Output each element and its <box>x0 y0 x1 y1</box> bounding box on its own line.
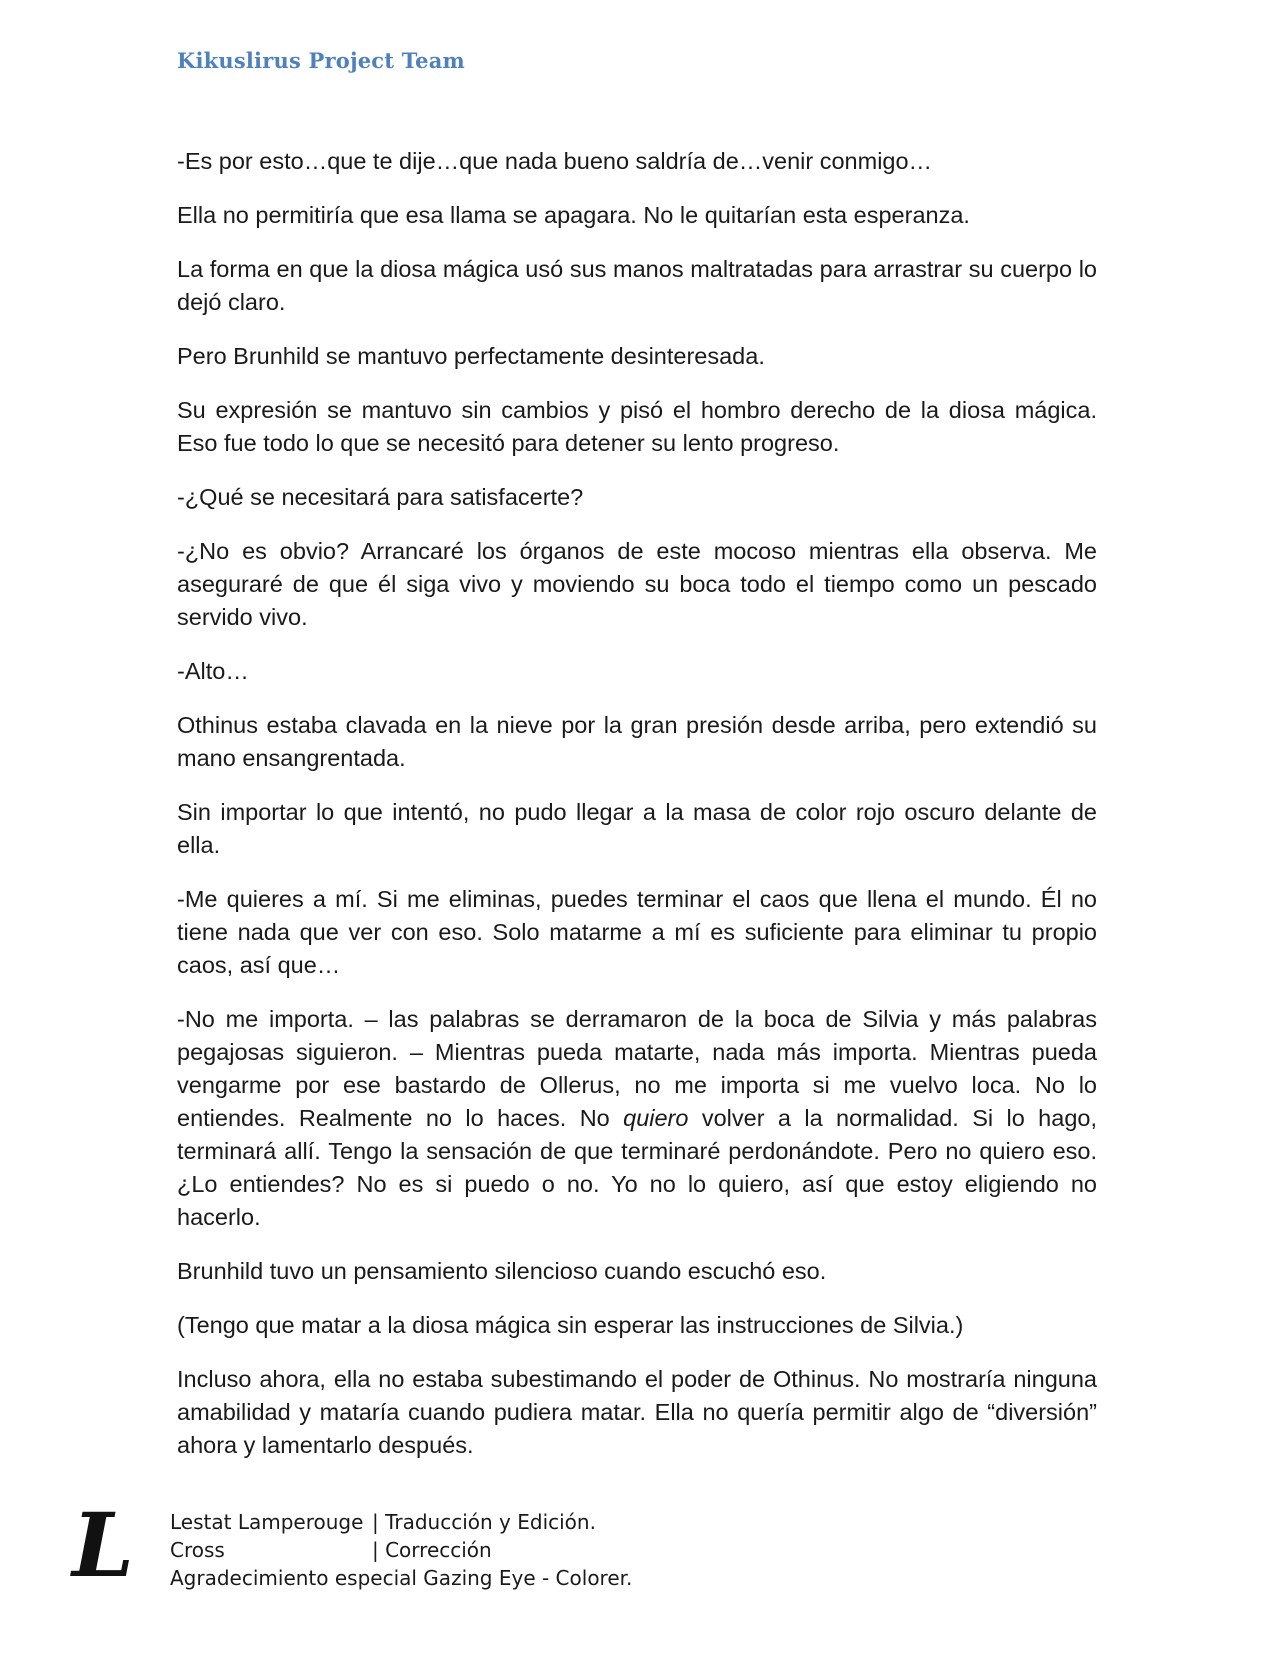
paragraph: Su expresión se mantuvo sin cambios y pisó el hombro derecho de la diosa mágica. Eso fue todo lo que se necesitó para detener su lento progreso. <box>177 397 1097 456</box>
paragraph: (Tengo que matar a la diosa mágica sin esperar las instrucciones de Silvia.) <box>177 1312 964 1338</box>
paragraph: Othinus estaba clavada en la nieve por la gran presión desde arriba, pero extendió su mano ensangrentada. <box>177 712 1097 771</box>
paragraph: La forma en que la diosa mágica usó sus manos maltratadas para arrastrar su cuerpo lo dejó claro. <box>177 256 1097 315</box>
gothic-l-logo-icon <box>68 1504 138 1590</box>
paragraph: -¿No es obvio? Arrancaré los órganos de este mocoso mientras ella observa. Me aseguraré de que él siga vivo y moviendo su boca todo el tiempo como un pescado servido vivo. <box>177 538 1097 630</box>
credits-block <box>170 1508 632 1592</box>
paragraph: Sin importar lo que intentó, no pudo llegar a la masa de color rojo oscuro delante de ella. <box>177 799 1097 858</box>
svg-text:L: L <box>72 1504 134 1590</box>
document-body <box>177 145 1097 1483</box>
paragraph-text: volver a la normalidad. Si lo hago, terminará allí. Tengo la sensación de que terminaré perdonándote. Pero no quiero eso. ¿Lo entiendes? No es si puedo o no. Yo no lo quiero, así que estoy eligiendo no hacerlo. <box>177 1105 1097 1230</box>
paragraph: -Es por esto…que te dije…que nada bueno saldría de…venir conmigo… <box>177 148 933 174</box>
paragraph: Brunhild tuvo un pensamiento silencioso cuando escuchó eso. <box>177 1258 827 1284</box>
credit-role: | Traducción y Edición. <box>372 1510 596 1534</box>
paragraph: Incluso ahora, ella no estaba subestimando el poder de Othinus. No mostraría ninguna amabilidad y mataría cuando pudiera matar. Ella no quería permitir algo de “diversión” ahora y lamentarlo después. <box>177 1366 1097 1458</box>
paragraph <box>177 1003 1097 1234</box>
paragraph-text: -No me importa. – las palabras se derramaron de la boca de Silvia y más palabras pegajosas siguieron. – Mientras pueda matarte, nada más importa. Mientras pueda vengarme por ese bastardo de Ollerus, no me importa si me vuelvo loca. No lo entiendes. Realmente no lo haces. No <box>177 1006 1097 1131</box>
paragraph: -Alto… <box>177 658 249 684</box>
paragraph: Pero Brunhild se mantuvo perfectamente desinteresada. <box>177 343 765 369</box>
paragraph: Ella no permitiría que esa llama se apagara. No le quitarían esta esperanza. <box>177 202 970 228</box>
emphasized-word: quiero <box>623 1105 689 1131</box>
page-header-title: Kikuslirus Project Team <box>177 48 465 73</box>
credit-role: | Corrección <box>372 1538 492 1562</box>
credit-name: Cross <box>170 1538 225 1562</box>
paragraph: -Me quieres a mí. Si me eliminas, puedes terminar el caos que llena el mundo. Él no tiene nada que ver con eso. Solo matarme a mí es suficiente para eliminar tu propio caos, así que… <box>177 886 1097 978</box>
paragraph: -¿Qué se necesitará para satisfacerte? <box>177 484 584 510</box>
credit-name: Lestat Lamperouge <box>170 1510 364 1534</box>
credit-row <box>170 1536 632 1564</box>
credit-row <box>170 1508 632 1536</box>
page-footer <box>60 1504 1160 1608</box>
credit-thanks: Agradecimiento especial Gazing Eye - Colorer. <box>170 1566 633 1590</box>
